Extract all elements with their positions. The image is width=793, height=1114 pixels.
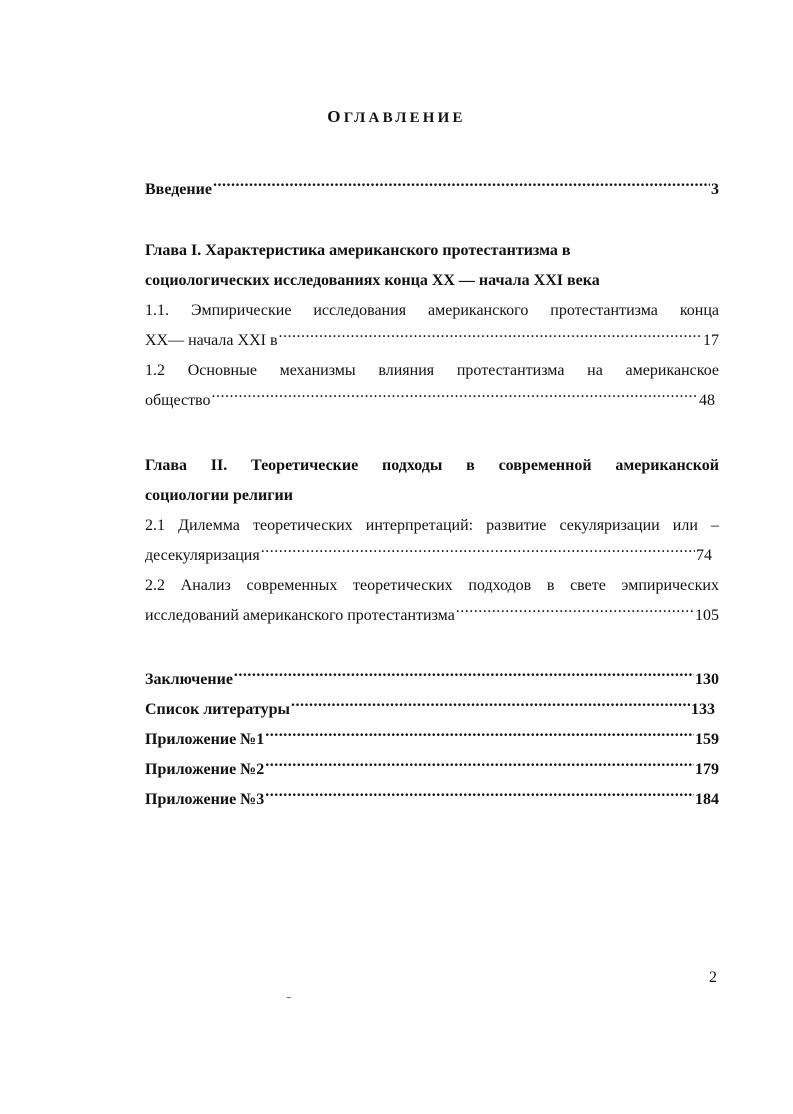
toc-end-items <box>145 665 719 815</box>
title-first-letter: О <box>327 107 344 126</box>
scan-artifact <box>287 997 291 998</box>
chapter-heading-line: социологии религии <box>145 487 293 504</box>
dot-leader <box>456 604 694 620</box>
toc-entry-page: 17 <box>703 332 719 349</box>
page-title <box>0 107 793 127</box>
toc-entry-label: Приложение №3 <box>145 791 265 808</box>
dot-leader <box>261 544 695 560</box>
section-title-row <box>145 601 719 631</box>
section-title-row <box>145 386 715 416</box>
toc-entry-page: 184 <box>695 791 719 808</box>
toc-entry-appendix-2 <box>145 755 719 785</box>
chapter-heading-line: Глава I. Характеристика американского протестантизма в <box>145 242 571 259</box>
toc-entry-page: 105 <box>695 607 719 624</box>
toc-entry-page: 159 <box>695 731 719 748</box>
chapter-2-heading <box>145 451 719 511</box>
toc-section-2-2 <box>145 571 719 631</box>
toc-section-2-1 <box>145 511 719 571</box>
title-rest: ГЛАВЛЕНИЕ <box>343 110 466 126</box>
toc-entry-label: Список литературы <box>145 701 290 718</box>
toc-entry-appendix-3 <box>145 785 719 815</box>
chapter-heading-line: социологических исследованиях конца XX — начала XXI века <box>145 272 600 289</box>
toc-entry-references <box>145 695 715 725</box>
toc-entry-page: 130 <box>695 671 719 688</box>
section-title-row <box>145 326 719 356</box>
chapter-1-heading <box>145 236 719 296</box>
dot-leader <box>291 698 690 714</box>
dot-leader <box>265 788 694 804</box>
toc-entry-page: 133 <box>691 701 715 718</box>
dot-leader <box>265 728 694 744</box>
toc-intro <box>145 175 719 205</box>
dot-leader <box>212 389 699 405</box>
toc-entry-label: Приложение №1 <box>145 731 265 748</box>
chapter-heading-line: Глава II. Теоретические подходы в современной американской <box>145 457 719 474</box>
toc-entry-label: Заключение <box>145 671 233 688</box>
toc-chapter-1 <box>145 236 719 416</box>
section-title-line: 1.1. Эмпирические исследования американского протестантизма конца <box>145 302 719 319</box>
section-title-row <box>145 541 712 571</box>
section-title-line: 2.2 Анализ современных теоретических подходов в свете эмпирических <box>145 577 719 594</box>
section-title-line: 1.2 Основные механизмы влияния протестантизма на американское <box>145 362 719 379</box>
toc-section-1-1 <box>145 296 719 356</box>
toc-entry-page: 48 <box>699 392 715 409</box>
toc-entry-appendix-1 <box>145 725 719 755</box>
section-title-line: десекуляризация <box>145 547 260 564</box>
toc-entry-page: 74 <box>696 547 712 564</box>
toc-chapter-2 <box>145 451 719 631</box>
dot-leader <box>234 668 694 684</box>
dot-leader <box>213 178 710 194</box>
section-title-line: XX— начала XXI в <box>145 332 278 349</box>
toc-entry-page: 179 <box>695 761 719 778</box>
section-title-line: 2.1 Дилемма теоретических интерпретаций: развитие секуляризации или – <box>145 517 719 534</box>
section-title-line: общество <box>145 392 211 409</box>
toc-entry-intro <box>145 175 719 205</box>
toc-entry-conclusion <box>145 665 719 695</box>
toc-section-1-2 <box>145 356 719 416</box>
toc-entry-label: Введение <box>145 181 212 198</box>
section-title-line: исследований американского протестантизма <box>145 607 455 624</box>
page-number: 2 <box>709 969 717 986</box>
toc-entry-label: Приложение №2 <box>145 761 265 778</box>
toc-entry-page: 3 <box>711 181 719 198</box>
dot-leader <box>279 329 703 345</box>
dot-leader <box>265 758 694 774</box>
